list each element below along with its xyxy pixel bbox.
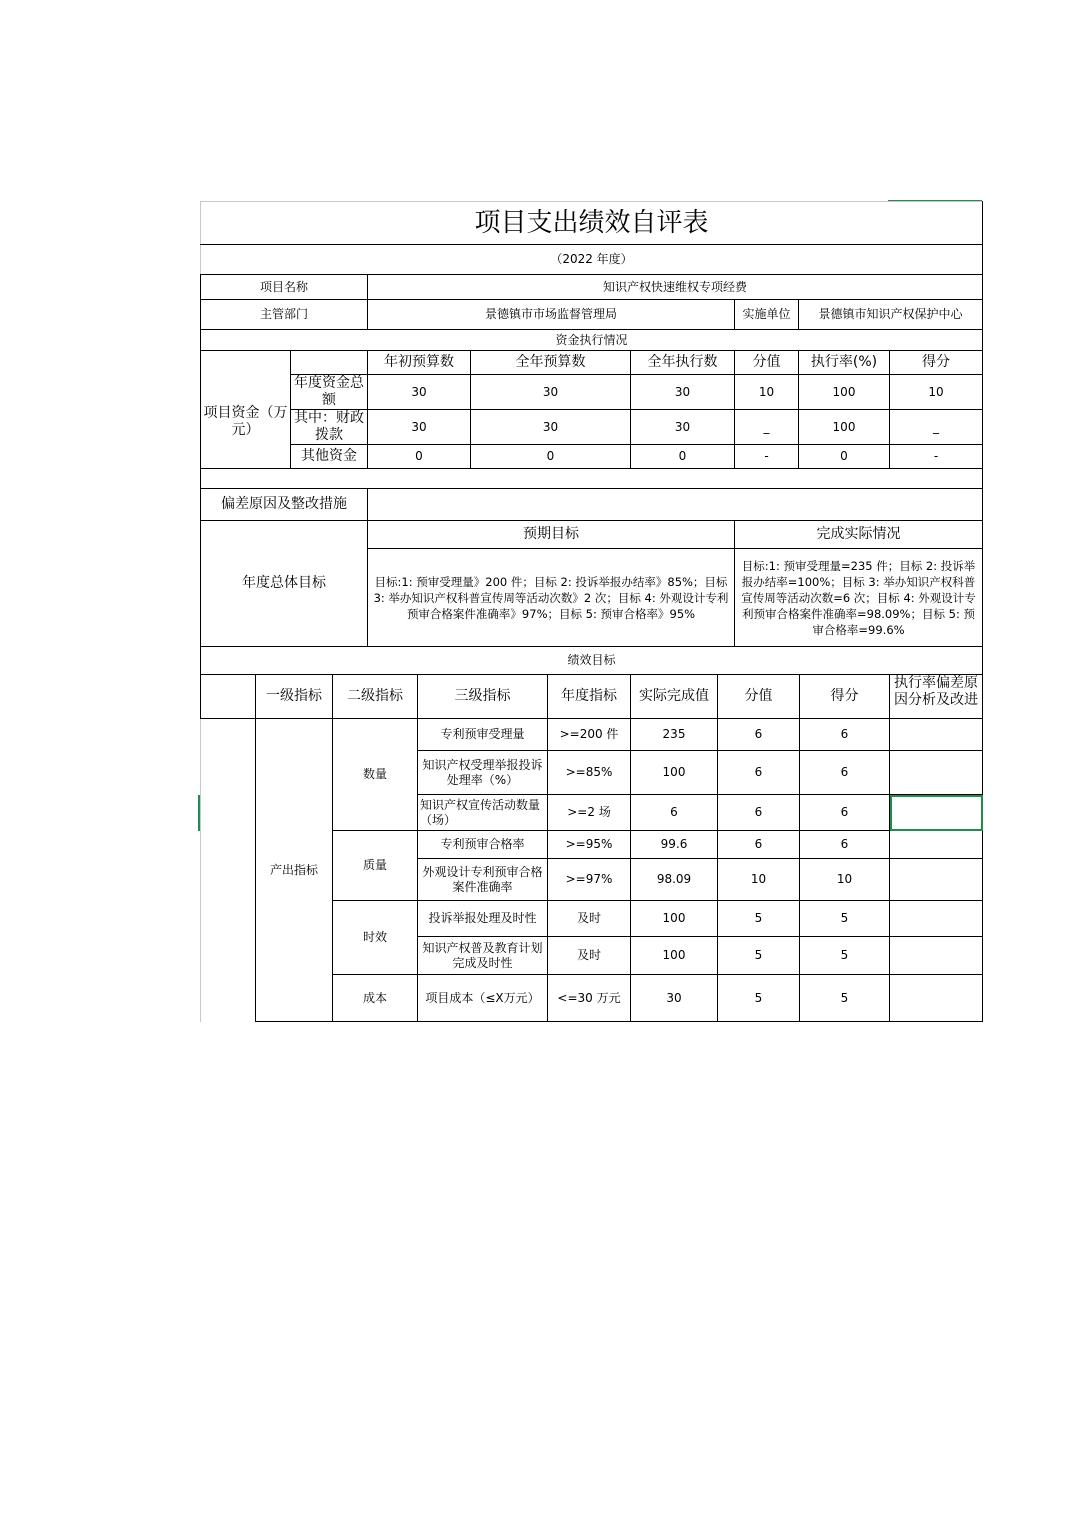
perf-col-header: 年度指标 — [548, 675, 631, 719]
funds-cell[interactable]: 0 — [368, 445, 471, 469]
funds-cell[interactable]: - — [735, 445, 799, 469]
indicator-actual[interactable]: 30 — [631, 975, 718, 1022]
performance-sheet — [200, 201, 982, 1022]
funds-cell[interactable]: 30 — [631, 375, 735, 410]
perf-col-header: 实际完成值 — [631, 675, 718, 719]
indicator-name: 投诉举报处理及时性 — [418, 901, 548, 937]
annual-goal-label: 年度总体目标 — [201, 521, 368, 647]
level1-label: 产出指标 — [256, 719, 333, 1022]
funds-label: 项目资金（万元） — [201, 375, 291, 469]
indicator-target[interactable]: >=200 件 — [548, 719, 631, 751]
perf-header: 绩效目标 — [201, 647, 983, 675]
indicator-score[interactable]: 10 — [718, 859, 800, 901]
impl-value[interactable]: 景德镇市知识产权保护中心 — [799, 300, 983, 330]
indicator-actual[interactable]: 98.09 — [631, 859, 718, 901]
indicator-actual[interactable]: 100 — [631, 901, 718, 937]
indicator-got[interactable]: 6 — [800, 719, 890, 751]
actual-result-text[interactable]: 目标:1: 预审受理量=235 件；目标 2: 投诉举报办结率=100%；目标 3: 举办知识产权科普宣传周等活动次数=6 次；目标 4: 外观设计专利预审合格案件准确率=98.09%；目标 5: 预审合格率=99.6% — [735, 549, 983, 647]
indicator-got[interactable]: 6 — [800, 831, 890, 859]
funds-cell[interactable]: 0 — [799, 445, 890, 469]
funds-cell[interactable]: _ — [890, 410, 983, 445]
blank-cell — [201, 719, 256, 1022]
year-label: （2022 年度） — [201, 245, 983, 275]
level2-label: 数量 — [333, 719, 418, 831]
indicator-score[interactable]: 5 — [718, 937, 800, 975]
indicator-note[interactable] — [890, 751, 983, 795]
project-name-value[interactable]: 知识产权快速维权专项经费 — [368, 275, 983, 300]
indicator-name: 专利预审受理量 — [418, 719, 548, 751]
indicator-name: 知识产权受理举报投诉处理率（%） — [418, 751, 548, 795]
indicator-got[interactable]: 10 — [800, 859, 890, 901]
level2-label: 成本 — [333, 975, 418, 1022]
header-table — [200, 201, 983, 675]
funds-row-label: 其他资金 — [291, 445, 368, 469]
indicator-name: 外观设计专利预审合格案件准确率 — [418, 859, 548, 901]
level2-label: 时效 — [333, 901, 418, 975]
funds-cell[interactable]: _ — [735, 410, 799, 445]
performance-table — [200, 674, 983, 1022]
indicator-actual[interactable]: 100 — [631, 751, 718, 795]
expected-header: 预期目标 — [368, 521, 735, 549]
blank-cell — [291, 351, 368, 375]
funds-cell[interactable]: 100 — [799, 410, 890, 445]
indicator-actual[interactable]: 100 — [631, 937, 718, 975]
funds-row-label: 其中：财政拨款 — [291, 410, 368, 445]
funds-col-header: 全年执行数 — [631, 351, 735, 375]
perf-col-header: 分值 — [718, 675, 800, 719]
indicator-got[interactable]: 6 — [800, 751, 890, 795]
indicator-target[interactable]: >=85% — [548, 751, 631, 795]
blank-cell — [201, 675, 256, 719]
indicator-score[interactable]: 6 — [718, 751, 800, 795]
perf-col-header: 一级指标 — [256, 675, 333, 719]
indicator-note[interactable] — [890, 719, 983, 751]
indicator-target[interactable]: >=2 场 — [548, 795, 631, 831]
indicator-note[interactable] — [890, 859, 983, 901]
indicator-name: 项目成本（≤X万元） — [418, 975, 548, 1022]
blank-row — [201, 469, 983, 489]
indicator-note[interactable] — [890, 937, 983, 975]
indicator-note[interactable] — [890, 831, 983, 859]
funds-col-header: 得分 — [890, 351, 983, 375]
indicator-got[interactable]: 5 — [800, 937, 890, 975]
perf-col-header: 得分 — [800, 675, 890, 719]
funds-cell[interactable]: - — [890, 445, 983, 469]
indicator-target[interactable]: 及时 — [548, 937, 631, 975]
funds-cell[interactable]: 10 — [735, 375, 799, 410]
funds-cell[interactable]: 10 — [890, 375, 983, 410]
funds-col-header: 分值 — [735, 351, 799, 375]
dept-label: 主管部门 — [201, 300, 368, 330]
indicator-score[interactable]: 6 — [718, 831, 800, 859]
perf-col-header: 三级指标 — [418, 675, 548, 719]
funds-col-header: 执行率(%) — [799, 351, 890, 375]
indicator-actual[interactable]: 235 — [631, 719, 718, 751]
perf-col-header: 执行率偏差原因分析及改进 — [890, 675, 983, 719]
perf-col-header: 二级指标 — [333, 675, 418, 719]
funds-cell[interactable]: 30 — [631, 410, 735, 445]
funds-cell[interactable]: 30 — [368, 410, 471, 445]
selected-cell[interactable] — [890, 795, 983, 831]
funds-cell[interactable]: 30 — [471, 410, 631, 445]
funds-cell[interactable]: 0 — [471, 445, 631, 469]
deviation-value[interactable] — [368, 489, 983, 521]
indicator-target[interactable]: 及时 — [548, 901, 631, 937]
page-title: 项目支出绩效自评表 — [201, 202, 983, 245]
indicator-got[interactable]: 5 — [800, 975, 890, 1022]
indicator-actual[interactable]: 6 — [631, 795, 718, 831]
indicator-score[interactable]: 5 — [718, 975, 800, 1022]
indicator-note[interactable] — [890, 975, 983, 1022]
impl-label: 实施单位 — [735, 300, 799, 330]
funds-cell[interactable]: 30 — [368, 375, 471, 410]
expected-goal-text[interactable]: 目标:1: 预审受理量》200 件；目标 2: 投诉举报办结率》85%；目标 3: 举办知识产权科普宣传周等活动次数》2 次；目标 4: 外观设计专利预审合格案件准确率》97%；目标 5: 预审合格率》95% — [368, 549, 735, 647]
indicator-score[interactable]: 5 — [718, 901, 800, 937]
funds-header: 资金执行情况 — [201, 330, 983, 351]
funds-cell[interactable]: 30 — [471, 375, 631, 410]
indicator-score[interactable]: 6 — [718, 719, 800, 751]
funds-col-header: 全年预算数 — [471, 351, 631, 375]
dept-value[interactable]: 景德镇市市场监督管理局 — [368, 300, 735, 330]
project-name-label: 项目名称 — [201, 275, 368, 300]
indicator-score[interactable]: 6 — [718, 795, 800, 831]
indicator-target[interactable]: <=30 万元 — [548, 975, 631, 1022]
indicator-name: 知识产权普及教育计划完成及时性 — [418, 937, 548, 975]
funds-cell[interactable]: 100 — [799, 375, 890, 410]
indicator-target[interactable]: >=97% — [548, 859, 631, 901]
funds-row-label: 年度资金总额 — [291, 375, 368, 410]
funds-cell[interactable]: 0 — [631, 445, 735, 469]
indicator-note[interactable] — [890, 901, 983, 937]
blank-cell — [201, 351, 291, 375]
actual-header: 完成实际情况 — [735, 521, 983, 549]
indicator-name: 知识产权宣传活动数量（场） — [418, 795, 548, 831]
deviation-label: 偏差原因及整改措施 — [201, 489, 368, 521]
indicator-target[interactable]: >=95% — [548, 831, 631, 859]
indicator-got[interactable]: 5 — [800, 901, 890, 937]
indicator-name: 专利预审合格率 — [418, 831, 548, 859]
funds-col-header: 年初预算数 — [368, 351, 471, 375]
indicator-got[interactable]: 6 — [800, 795, 890, 831]
level2-label: 质量 — [333, 831, 418, 901]
indicator-actual[interactable]: 99.6 — [631, 831, 718, 859]
